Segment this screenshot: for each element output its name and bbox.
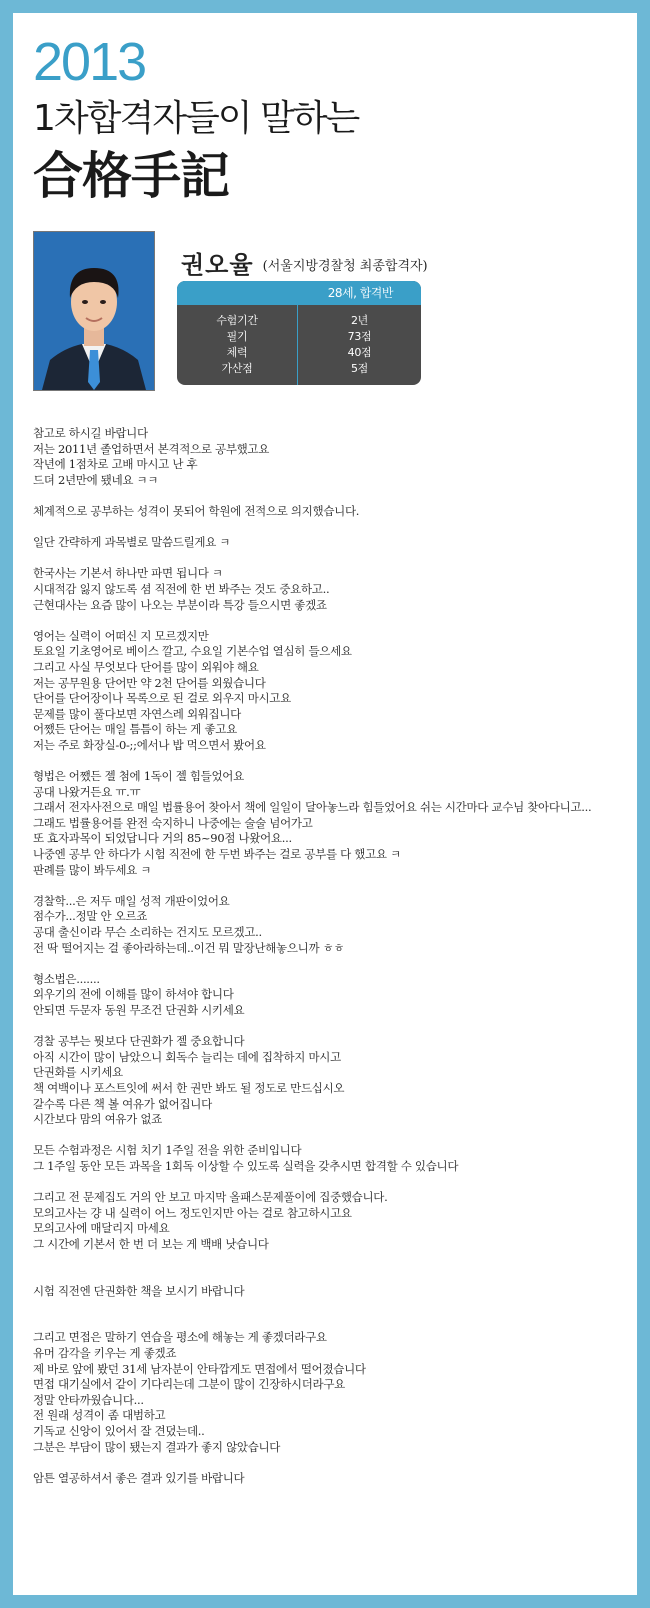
body-line: 저는 공무원용 단어만 약 2천 단어를 외웠습니다 [33, 675, 266, 690]
body-line: 체계적으로 공부하는 성격이 못되어 학원에 전적으로 의지했습니다. [33, 503, 360, 518]
body-line: 저는 2011년 졸업하면서 본격적으로 공부했고요 [33, 441, 270, 456]
body-line: 면접 대기실에서 같이 기다리는데 그분이 많이 긴장하시더라구요 [33, 1377, 345, 1392]
body-line: 경찰학...은 저두 매일 성적 개판이었어요 [33, 893, 230, 908]
body-line: 그리고 면접은 말하기 연습을 평소에 해놓는 게 좋겠더라구요 [33, 1330, 327, 1345]
body-line: 전 딱 떨어지는 걸 좋아라하는데..이건 뭐 말장난해놓으니까 ㅎㅎ [33, 940, 345, 955]
profile-info-box [177, 281, 421, 385]
body-line: 제 바로 앞에 봤던 31세 남자분이 안타깝게도 면접에서 떨어졌습니다 [33, 1361, 366, 1376]
year-heading: 2013 [33, 32, 146, 92]
blank-line [33, 488, 623, 504]
body-line: 일단 간략하게 과목별로 말씀드릴게요 ㅋ [33, 535, 231, 550]
body-line: 그리고 사실 무엇보다 단어를 많이 외워야 해요 [33, 659, 259, 674]
blank-line [33, 1128, 623, 1144]
body-line: 영어는 실력이 어떠신 지 모르겠지만 [33, 628, 209, 643]
profile-photo [33, 231, 155, 391]
body-line: 판례를 많이 봐두세요 ㅋ [33, 862, 152, 877]
body-line: 시간보다 맘의 여유가 없죠 [33, 1112, 162, 1127]
body-line: 근현대사는 요즘 많이 나오는 부분이라 특강 들으시면 좋겠죠 [33, 597, 327, 612]
body-line: 공대 나왔거든요 ㅠ.ㅠ [33, 784, 141, 799]
info-label-period: 수험기간 [216, 314, 258, 327]
profile-summary: 28세, 합격반 [177, 281, 421, 305]
body-line: 문제를 많이 풀다보면 자연스레 외워집니다 [33, 706, 241, 721]
body-line: 경찰 공부는 뭣보다 단권화가 젤 중요합니다 [33, 1034, 245, 1049]
blank-line [33, 956, 623, 972]
body-line: 아직 시간이 많이 남았으니 회독수 늘리는 데에 집착하지 마시고 [33, 1049, 341, 1064]
profile-name: 권오율 [181, 250, 254, 279]
info-value-written: 73점 [347, 330, 372, 343]
body-line: 그리고 전 문제집도 거의 안 보고 마지막 올패스문제풀이에 집중했습니다. [33, 1190, 388, 1205]
profile-info-table [177, 305, 421, 385]
blank-line [33, 1455, 623, 1471]
body-line: 점수가...정말 안 오르죠 [33, 909, 148, 924]
profile-name-row [181, 245, 428, 280]
title-heading: 合格手記 [33, 147, 229, 205]
info-label-bonus: 가산점 [221, 362, 253, 375]
body-line: 암튼 열공하셔서 좋은 결과 있기를 바랍니다 [33, 1470, 245, 1485]
body-line: 그 1주일 동안 모든 과목을 1회독 이상할 수 있도록 실력을 갖추시면 합격할 수 있습니다 [33, 1158, 459, 1173]
profile-affiliation: (서울지방경찰청 최종합격자) [262, 259, 428, 274]
title-subheading: 1차합격자들이 말하는 [33, 98, 359, 139]
blank-line [33, 613, 623, 629]
body-line: 책 여백이나 포스트잇에 써서 한 권만 봐도 될 정도로 만드십시오 [33, 1080, 345, 1095]
body-line: 형소법은....... [33, 971, 100, 986]
body-line: 참고로 하시길 바랍니다 [33, 426, 148, 440]
body-line: 단권화를 시키세요 [33, 1065, 123, 1080]
body-line: 작년에 1점차로 고배 마시고 난 후 [33, 457, 198, 472]
body-line: 한국사는 기본서 하나만 파면 됩니다 ㅋ [33, 566, 223, 581]
body-line: 모든 수험과정은 시험 치기 1주일 전을 위한 준비입니다 [33, 1143, 302, 1158]
info-labels [177, 313, 297, 377]
body-line: 형법은 어쨌든 젤 첨에 1독이 젤 힘들었어요 [33, 769, 244, 784]
body-line: 갈수록 다른 책 볼 여유가 없어집니다 [33, 1096, 212, 1111]
blank-line [33, 1268, 623, 1284]
article-body [33, 426, 623, 1486]
blank-line [33, 1019, 623, 1035]
body-line: 정말 안타까웠습니다... [33, 1392, 144, 1407]
body-line: 안되면 두문자 동원 무조건 단권화 시키세요 [33, 1002, 245, 1017]
blank-line [33, 520, 623, 536]
blank-line [33, 1252, 623, 1268]
blank-line [33, 1175, 623, 1191]
body-line: 그래서 전자사전으로 매일 법률용어 찾아서 책에 일일이 달아놓느라 힘들었어요 쉬는 시간마다 교수님 찾아다니고... [33, 800, 592, 815]
body-line: 또 효자과목이 되었답니다 거의 85~90점 나왔어요... [33, 831, 292, 846]
body-line: 나중엔 공부 안 하다가 시험 직전에 한 두번 봐주는 걸로 공부를 다 했고요 ㅋ [33, 847, 401, 862]
info-label-written: 필기 [226, 330, 248, 343]
body-line: 시험 직전엔 단권화한 책을 보시기 바랍니다 [33, 1283, 245, 1298]
info-values [298, 313, 421, 377]
body-line: 그래도 법률용어를 완전 숙지하니 나중에는 술술 넘어가고 [33, 815, 313, 830]
blank-line [33, 1299, 623, 1315]
body-line: 토요일 기초영어로 베이스 깔고, 수요일 기본수업 열심히 들으세요 [33, 644, 352, 659]
body-line: 그 시간에 기본서 한 번 더 보는 게 백배 낫습니다 [33, 1236, 269, 1251]
body-line: 공대 출신이라 무슨 소리하는 건지도 모르겠고.. [33, 925, 262, 939]
body-line: 유머 감각을 키우는 게 좋겠죠 [33, 1346, 177, 1361]
body-line: 모의고사에 매달리지 마세요 [33, 1221, 170, 1236]
body-line: 모의고사는 걍 내 실력이 어느 정도인지만 아는 걸로 참고하시고요 [33, 1205, 352, 1220]
body-line: 외우기의 전에 이해를 많이 하셔야 합니다 [33, 987, 234, 1002]
body-line: 기독교 신앙이 있어서 잘 견뎠는데.. [33, 1424, 205, 1438]
blank-line [33, 1315, 623, 1331]
article-panel [13, 13, 637, 1595]
body-line: 단어를 단어장이나 목록으로 된 걸로 외우지 마시고요 [33, 691, 291, 706]
body-line: 저는 주로 화장실-0-;;에서나 밥 먹으면서 봤어요 [33, 737, 266, 752]
info-value-physical: 40점 [347, 346, 372, 359]
body-line: 시대적감 잃지 않도록 셤 직전에 한 번 봐주는 것도 중요하고.. [33, 581, 330, 596]
info-label-physical: 체력 [226, 346, 248, 359]
body-line: 전 원래 성격이 좀 대범하고 [33, 1408, 166, 1423]
blank-line [33, 753, 623, 769]
body-line: 그분은 부담이 많이 됐는지 결과가 좋지 않았습니다 [33, 1439, 281, 1454]
info-value-period: 2년 [350, 314, 369, 327]
info-value-bonus: 5점 [350, 362, 369, 375]
blank-line [33, 878, 623, 894]
body-line: 어쨌든 단어는 매일 틈틈이 하는 게 좋고요 [33, 722, 237, 737]
body-line: 드뎌 2년만에 됐네요 ㅋㅋ [33, 472, 159, 487]
blank-line [33, 551, 623, 567]
